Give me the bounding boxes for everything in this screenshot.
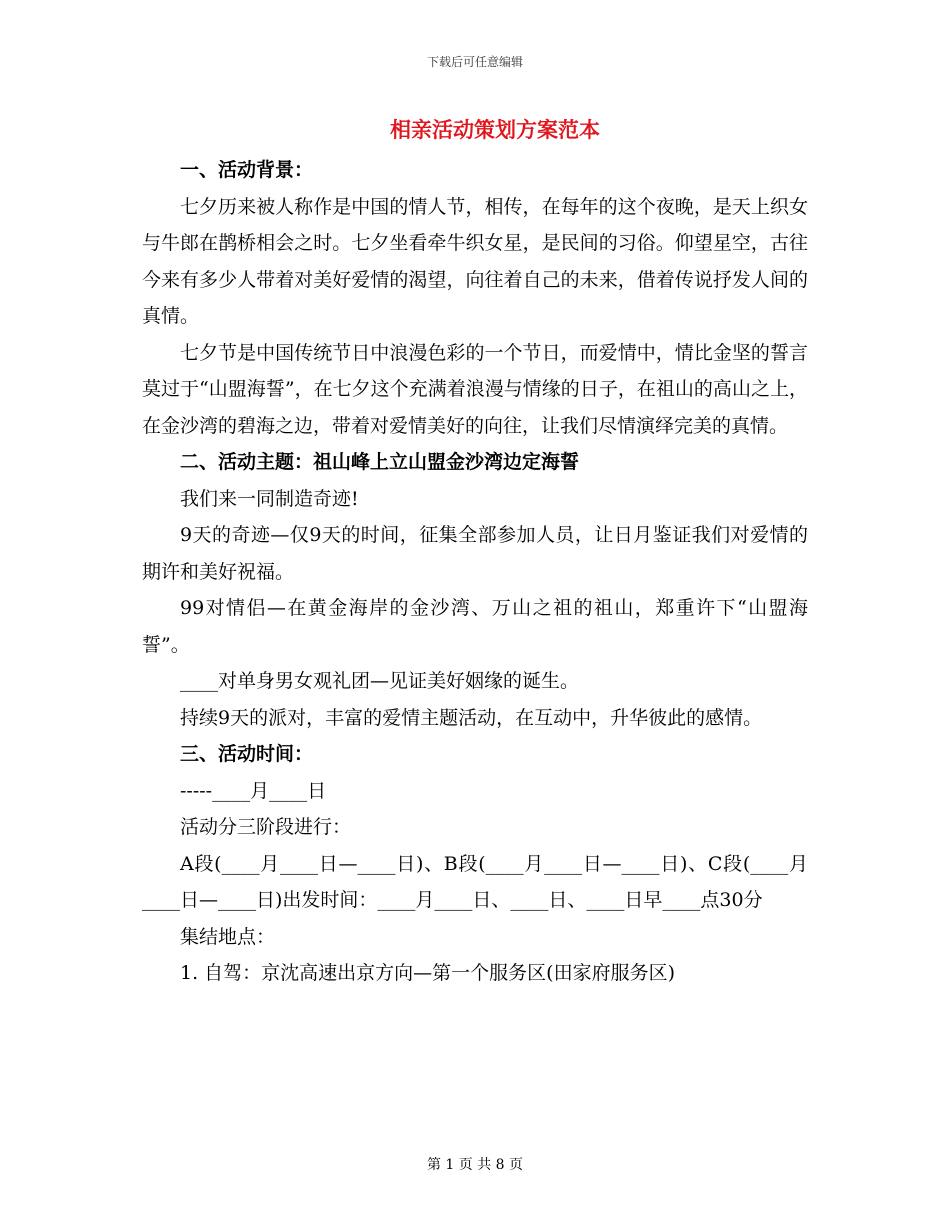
section-heading-theme: 二、活动主题：祖山峰上立山盟金沙湾边定海誓 xyxy=(180,451,580,473)
paragraph-stage-dates: A段(____月____日—____日)、B段(____月____日—____日)、C段(____月____日—____日)出发时间：____月____日、____日、____日早____点30分 xyxy=(142,852,808,911)
paragraph-party: 持续9天的派对，丰富的爱情主题活动，在互动中，升华彼此的感情。 xyxy=(180,706,763,729)
paragraph-singles-group: ____对单身男女观礼团—见证美好姻缘的诞生。 xyxy=(180,670,580,692)
paragraph-meeting-point: 集结地点： xyxy=(180,925,276,948)
paragraph-qixi-legend: 七夕历来被人称作是中国的情人节，相传，在每年的这个夜晚，是天上织女与牛郎在鹊桥相会之时。七夕坐看牵牛织女星，是民间的习俗。仰望星空，古往今来有多少人带着对美好爱情的渴望，向往着自己的未来，借着传说抒发人间的真情。 xyxy=(142,195,808,327)
paragraph-miracle: 我们来一同制造奇迹! xyxy=(180,487,359,510)
section-heading-time: 三、活动时间： xyxy=(180,743,314,765)
paragraph-qixi-romance: 七夕节是中国传统节日中浪漫色彩的一个节日，而爱情中，情比金坚的誓言莫过于“山盟海誓”，在七夕这个充满着浪漫与情缘的日子，在祖山的高山之上，在金沙湾的碧海之边，带着对爱情美好的向往，让我们尽情演绎完美的真情。 xyxy=(142,341,808,437)
document-body xyxy=(142,152,808,992)
document-title: 相亲活动策划方案范本 xyxy=(390,117,600,142)
paragraph-nine-days: 9天的奇迹—仅9天的时间，征集全部参加人员，让日月鉴证我们对爱情的期许和美好祝福。 xyxy=(142,524,808,583)
paragraph-three-stages: 活动分三阶段进行： xyxy=(180,816,352,838)
paragraph-self-drive: 1. 自驾：京沈高速出京方向—第一个服务区(田家府服务区) xyxy=(180,962,675,984)
page-number: 第 1 页 共 8 页 xyxy=(426,1157,524,1173)
paragraph-date: -----____月____日 xyxy=(180,779,327,802)
paragraph-99-couples: 99对情侣—在黄金海岸的金沙湾、万山之祖的祖山，郑重许下“山盟海誓”。 xyxy=(142,597,808,656)
section-heading-background: 一、活动背景： xyxy=(180,159,314,181)
header-note: 下载后可任意编辑 xyxy=(426,55,523,69)
